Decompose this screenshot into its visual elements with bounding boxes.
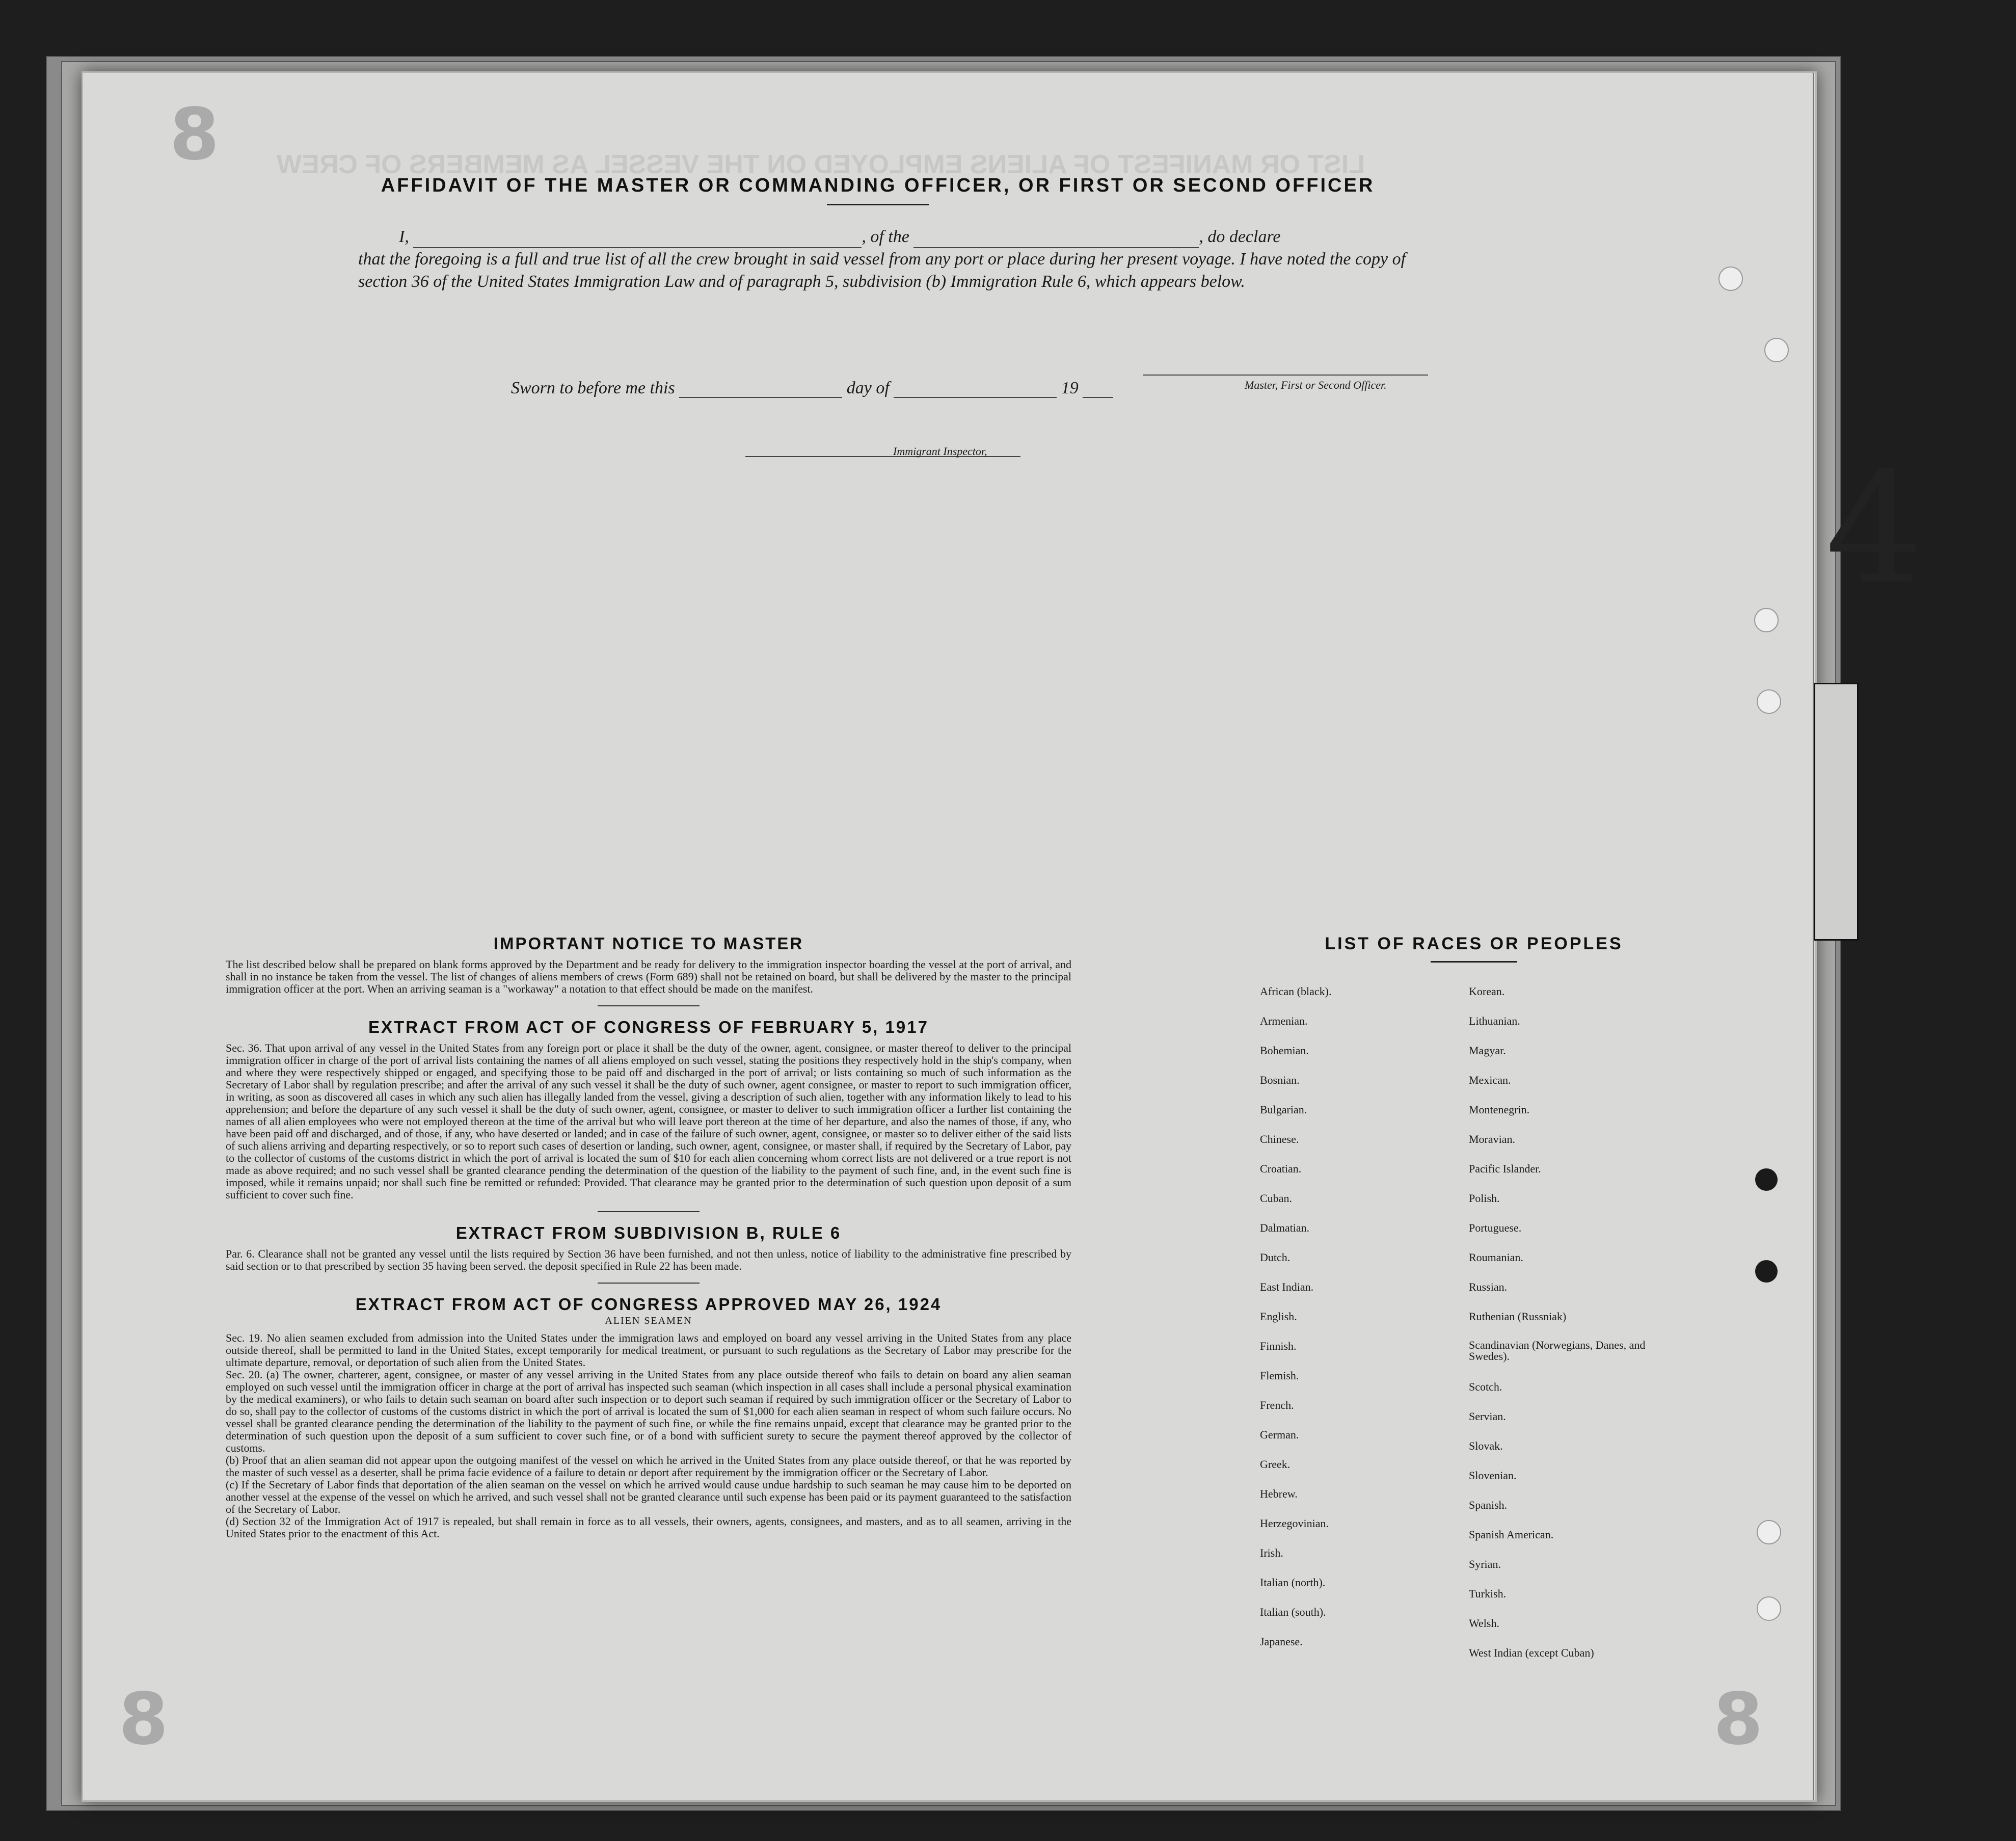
rule6-title: EXTRACT FROM SUBDIVISION B, RULE 6 [455,1223,842,1242]
race-item: Spanish. [1469,1499,1508,1511]
race-item: Slovenian. [1469,1469,1517,1482]
affidavit-declaration [307,226,1448,293]
punch-hole [1718,266,1743,291]
race-item: Japanese. [1260,1635,1303,1648]
separator [598,1005,700,1006]
punch-hole [1757,1520,1781,1544]
race-item: Irish. [1260,1546,1283,1559]
bleed-through-header: LIST OR MANIFEST OF ALIENS EMPLOYED ON THE VESSEL AS MEMBERS OF CREW [277,150,1365,179]
race-item: Roumanian. [1469,1251,1523,1264]
punch-hole [1764,338,1789,362]
race-item: Hebrew. [1260,1487,1298,1500]
punch-hole [1757,1596,1781,1621]
races-left-column [1260,985,1331,1665]
race-item: Greek. [1260,1458,1291,1471]
extract-1924-sec20d: (d) Section 32 of the Immigration Act of 1917 is repealed, but shall remain in force as to all vessels, their owners, agents, consignees, and masters, and as to all seamen, arriving in the United States prior to the enactment of this Act. [226,1515,1071,1540]
race-item: Armenian. [1260,1015,1308,1027]
extract-1924-sec20b: (b) Proof that an alien seaman did not appear upon the outgoing manifest of the vessel on which he arrived in the United States from any place outside thereof, or that he was reported by the master of such vessel as a deserter, shall be prima facie evidence of a failure to detain or deport after requirement by the immigration officer or the Secretary of Labor. [226,1454,1071,1479]
title-rule [827,204,929,205]
master-signature-line [1143,358,1428,376]
race-item: Russian. [1469,1280,1508,1293]
races-title: LIST OF RACES OR PEOPLES [1325,934,1623,953]
race-item: Welsh. [1469,1617,1499,1630]
extract-1924-subtitle: ALIEN SEAMEN [605,1315,692,1326]
notice-title: IMPORTANT NOTICE TO MASTER [493,934,804,953]
day-blank [679,381,842,398]
race-item: Syrian. [1469,1558,1501,1570]
races-list [1245,934,1703,1659]
affidavit-declare: , do declare [1199,227,1281,246]
rule6-body: Par. 6. Clearance shall not be granted any vessel until the lists required by Section 36 have been furnished, and not then unless, notice of liability to the administrative fine prescribed by said section or to that prescribed by section 35 having been served. the deposit specified in Rule 22 has been made. [226,1247,1071,1272]
affidavit-body: that the foregoing is a full and true list of all the crew brought in said vessel from any port or place during her present voyage. I have noted the copy of section 36 of the United States Immigration Law and of paragraph 5, subdivision (b) Immigration Rule 6, which appears below. [358,250,1406,291]
extract-1924-sec19: Sec. 19. No alien seamen excluded from admission into the United States under the immigration laws and employed on board any vessel arriving in the United States from any place outside thereof, shall be permitted to land in the United States, except temporarily for medical treatment, or pursuant to such regulations as the Secretary of Labor may prescribe for the ultimate departure, removal, or deportation of such alien from the United States. [226,1331,1071,1369]
race-item: Chinese. [1260,1133,1299,1145]
race-item: English. [1260,1310,1297,1323]
race-item: Lithuanian. [1469,1015,1520,1027]
sworn-text: Sworn to before me this [511,379,675,397]
race-item: Polish. [1469,1192,1500,1205]
race-item: African (black). [1260,985,1332,998]
sheet-number-bottom-left: 8 [119,1678,169,1761]
stamp-fragment [1814,683,1859,941]
race-item: Herzegovinian. [1260,1517,1329,1530]
day-of-text: day of [846,379,890,397]
inspector-caption: Immigrant Inspector, [893,445,987,458]
sworn-statement [511,379,1113,398]
race-item: Scotch. [1469,1380,1502,1393]
punch-hole [1757,689,1781,714]
race-item: French. [1260,1399,1294,1411]
name-blank [413,231,862,248]
extract-1924-sec20a: Sec. 20. (a) The owner, charterer, agent, consignee, or master of any vessel arriving in the United States from any place outside thereof who fails to detain on board any alien seaman employed on such vessel until the immigration officer in charge at the port of arrival has inspected such seaman (which inspection in all cases shall include a personal physical examination by the medical examiners), or who fails to detain such seaman on board after such inspection or to deport such seaman if required by such immigration officer or the Secretary of Labor to do so, shall pay to the collector of customs of the customs district in which the port of arrival is located the sum of $1,000 for each alien seaman in respect of whom such failure occurs. No vessel shall be granted clearance pending the determination of the liability to the payment of such fine, or while the fine remains unpaid, except that clearance may be granted prior to the determination of such question upon the deposit of a sum sufficient to cover such fine, or of a bond with sufficient surety to secure the payment thereof approved by the collector of customs. [226,1368,1071,1454]
affidavit-title: AFFIDAVIT OF THE MASTER OR COMMANDING OFFICER, OR FIRST OR SECOND OFFICER [381,175,1375,196]
race-item: Bosnian. [1260,1074,1300,1086]
punch-hole [1754,608,1779,632]
extract-1924-sec20c: (c) If the Secretary of Labor finds that deportation of the alien seaman on the vessel on which he arrived would cause undue hardship to such seaman he may cause him to be deported on another vessel at the expense of the vessel on which he arrived, and such vessel shall not be granted clearance until such expense has been paid or its payment guaranteed to the satisfaction of the Secretary of Labor. [226,1478,1071,1515]
extract-1917-body: Sec. 36. That upon arrival of any vessel in the United States from any foreign port or place it shall be the duty of the owner, agent, consignee, or master thereof to deliver to the principal immigration officer in charge of the port of arrival lists containing the names of all aliens employed on such vessel, stating the positions they respectively hold in the ship's company, when and where they were respectively shipped or engaged, and specifying those to be paid off and discharged in the port of arrival; or lists containing so much of such information as the Secretary of Labor shall by regulation prescribe; and after the arrival of any such vessel it shall be the duty of such owner, agent consignee, or master to report to such immigration officer, in writing, as soon as discovered all cases in which any such alien has illegally landed from the vessel, giving a description of such alien, together with any information likely to lead to his apprehension; and before the departure of any such vessel it shall be the duty of such owner, agent, consignee, or master to deliver to such immigration officer a further list containing the names of all alien employees who were not employed thereon at the time of the arrival but who will leave port thereon at the time of her departure, and also the names of those, if any, who have been paid off and discharged, and of those, if any, who have deserted or landed; and in case of the failure of such owner, agent, consignee, or master so to deliver either of the said lists of such aliens arriving and departing respectively, or so to report such cases of desertion or landing, such owner, agent, consignee, or master shall, if required by the Secretary of Labor, pay to the collector of customs of the customs district in which the port of arrival is located the sum of $10 for each alien concerning whom correct lists are not delivered or a true report is not made as above required; and no such vessel shall be granted clearance pending the determination of the question of the liability to the payment of such fine, and, in the event such fine is imposed, while it remains unpaid; nor shall such fine be remitted or refunded: Provided. That clearance may be granted prior to the determination of such question upon deposit of a sum sufficient to cover such fine. [226,1042,1071,1201]
handwritten-number-4: 4 [1825,440,1923,618]
race-item: Portuguese. [1469,1221,1522,1234]
race-item: West Indian (except Cuban) [1469,1646,1594,1659]
race-item: Turkish. [1469,1587,1507,1600]
extract-1924-title: EXTRACT FROM ACT OF CONGRESS APPROVED MAY 26, 1924 [355,1295,942,1314]
race-item: Magyar. [1469,1044,1506,1057]
race-item: Servian. [1469,1410,1506,1423]
races-rule [1431,961,1517,963]
race-item: Italian (south). [1260,1606,1326,1618]
race-item: German. [1260,1428,1299,1441]
master-signature-caption: Master, First or Second Officer. [1245,379,1387,391]
race-item: Dalmatian. [1260,1221,1310,1234]
affidavit-i: I, [399,227,409,246]
races-right-column [1469,985,1683,1676]
extract-1917-title: EXTRACT FROM ACT OF CONGRESS OF FEBRUARY 5, 1917 [368,1018,929,1036]
race-item: Pacific Islander. [1469,1162,1541,1175]
race-item: Slovak. [1469,1439,1503,1452]
legal-extracts [226,934,1071,1540]
year-prefix: 19 [1061,379,1079,397]
race-item: Italian (north). [1260,1576,1326,1589]
race-item: Montenegrin. [1469,1103,1530,1116]
sheet-number-bottom-right: 8 [1713,1678,1763,1761]
affidavit-of-the: , of the [862,227,909,246]
vessel-blank [913,231,1199,248]
race-item: Cuban. [1260,1192,1292,1205]
race-item: Moravian. [1469,1133,1516,1145]
race-item: East Indian. [1260,1280,1314,1293]
separator [598,1283,700,1284]
notice-body: The list described below shall be prepared on blank forms approved by the Department and be ready for delivery to the immigration inspector boarding the vessel at the port of arrival, and shall in no instance be taken from the vessel. The list of changes of aliens members of crews (Form 689) shall not be retained on board, but shall be delivered by the master to the principal immigration officer at the port. When an arriving seaman is a "workaway" a notation to that effect should be made on the manifest. [226,958,1071,995]
race-item: Bohemian. [1260,1044,1309,1057]
race-item: Mexican. [1469,1074,1511,1086]
race-item: Dutch. [1260,1251,1291,1264]
punch-hole [1755,1260,1778,1283]
race-item: Korean. [1469,985,1505,998]
punch-hole [1755,1168,1778,1191]
race-item: Flemish. [1260,1369,1299,1382]
year-blank [1083,381,1113,398]
race-item: Ruthenian (Russniak) [1469,1310,1567,1323]
race-item: Spanish American. [1469,1528,1554,1541]
race-item: Scandinavian (Norwegians, Danes, and Swedes). [1469,1339,1646,1363]
race-item: Finnish. [1260,1340,1297,1352]
race-item: Croatian. [1260,1162,1302,1175]
race-item: Bulgarian. [1260,1103,1307,1116]
affidavit-section [307,175,1448,293]
manifest-page [82,71,1923,1802]
month-blank [894,381,1057,398]
separator [598,1211,700,1212]
sheet-number-top: 8 [170,93,220,176]
